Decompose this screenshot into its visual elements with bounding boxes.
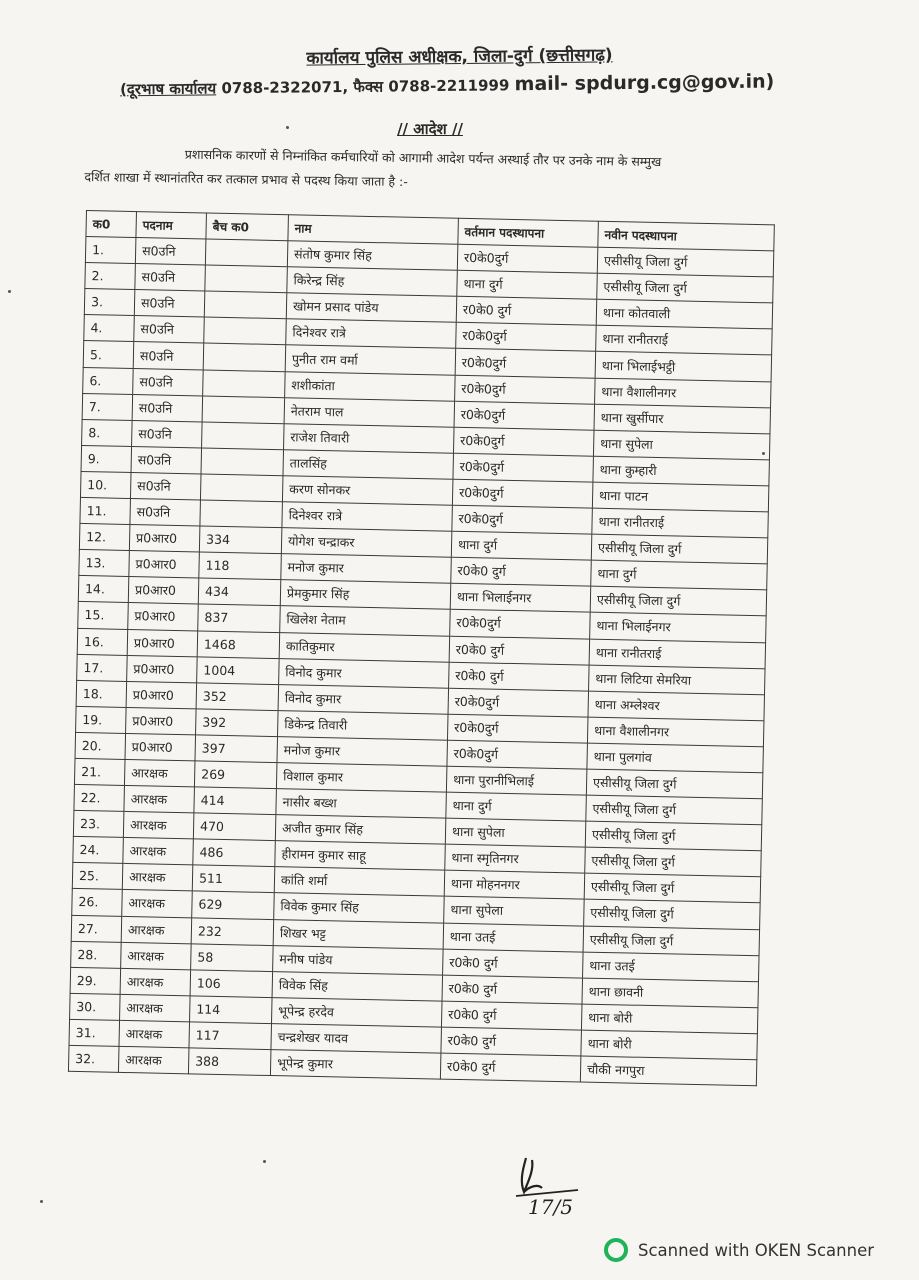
cell-batch: 434 bbox=[198, 578, 281, 606]
cell-current-posting: र0के0दुर्ग bbox=[453, 453, 594, 482]
cell-name: संतोष कुमार सिंह bbox=[287, 241, 458, 271]
cell-designation: स0उनि bbox=[130, 472, 201, 500]
cell-batch: 269 bbox=[194, 761, 277, 789]
cell-designation: आरक्षक bbox=[119, 1020, 190, 1048]
cell-designation: प्र0आर0 bbox=[126, 707, 197, 735]
cell-serial: 30. bbox=[70, 993, 121, 1020]
cell-designation: प्र0आर0 bbox=[129, 525, 200, 553]
cell-new-posting: एसीसीयू जिला दुर्ग bbox=[583, 926, 760, 956]
cell-serial: 7. bbox=[82, 393, 133, 420]
cell-batch: 511 bbox=[192, 865, 275, 893]
cell-serial: 11. bbox=[80, 497, 131, 524]
phone-label: (दूरभाष कार्यालय bbox=[119, 79, 217, 99]
paragraph-line-2: दर्शित शाखा में स्थानांतरित कर तत्काल प्रभाव से पदस्थ किया जाता है :- bbox=[84, 168, 408, 190]
cell-batch: 106 bbox=[190, 970, 273, 998]
cell-designation: स0उनि bbox=[132, 394, 203, 422]
speck bbox=[8, 290, 11, 293]
cell-batch: 117 bbox=[189, 1022, 272, 1050]
table-body bbox=[68, 237, 773, 1086]
speck bbox=[263, 1160, 266, 1163]
cell-new-posting: एसीसीयू जिला दुर्ग bbox=[591, 534, 768, 564]
cell-name: विवेक सिंह bbox=[272, 971, 443, 1001]
cell-designation: स0उनि bbox=[133, 342, 204, 370]
cell-serial: 23. bbox=[73, 811, 124, 838]
cell-new-posting: थाना भिलाईनगर bbox=[590, 613, 767, 643]
cell-batch: 114 bbox=[190, 996, 273, 1024]
cell-serial: 3. bbox=[84, 289, 135, 316]
cell-new-posting: थाना पुलगांव bbox=[587, 743, 764, 773]
cell-current-posting: र0के0 दुर्ग bbox=[441, 1027, 582, 1056]
cell-batch: 334 bbox=[199, 526, 282, 554]
cell-current-posting: र0के0 दुर्ग bbox=[440, 1053, 581, 1082]
cell-batch: 470 bbox=[193, 813, 276, 841]
cell-serial: 14. bbox=[78, 576, 129, 603]
cell-current-posting: थाना दुर्ग bbox=[446, 792, 587, 821]
cell-new-posting: एसीसीयू जिला दुर्ग bbox=[585, 847, 762, 877]
cell-batch: 397 bbox=[195, 735, 278, 763]
cell-designation: स0उनि bbox=[135, 264, 206, 292]
cell-serial: 10. bbox=[80, 471, 131, 498]
cell-current-posting: र0के0 दुर्ग bbox=[451, 557, 592, 586]
header-name: नाम bbox=[288, 215, 459, 245]
cell-name: शशीकांता bbox=[285, 371, 456, 401]
cell-name: खिलेश नेताम bbox=[280, 606, 451, 636]
cell-designation: प्र0आर0 bbox=[126, 681, 197, 709]
cell-batch: 629 bbox=[192, 891, 275, 919]
cell-batch bbox=[205, 265, 288, 293]
cell-designation: प्र0आर0 bbox=[127, 655, 198, 683]
cell-new-posting: थाना खुर्सीपार bbox=[594, 404, 771, 434]
cell-name: नासीर बख्श bbox=[276, 789, 447, 819]
cell-serial: 26. bbox=[72, 889, 123, 916]
cell-new-posting: थाना छावनी bbox=[582, 978, 759, 1008]
cell-serial: 6. bbox=[83, 367, 134, 394]
cell-current-posting: र0के0दुर्ग bbox=[454, 401, 595, 430]
cell-new-posting: थाना रानीतराई bbox=[589, 639, 766, 669]
cell-current-posting: थाना सुपेला bbox=[444, 897, 585, 926]
cell-batch bbox=[204, 317, 287, 345]
cell-current-posting: र0के0दुर्ग bbox=[450, 610, 591, 639]
cell-new-posting: थाना रानीतराई bbox=[596, 326, 773, 356]
cell-serial: 28. bbox=[71, 941, 122, 968]
cell-serial: 19. bbox=[76, 706, 127, 733]
cell-name: मनीष पांडेय bbox=[273, 945, 444, 975]
cell-serial: 4. bbox=[84, 315, 135, 342]
cell-batch: 392 bbox=[196, 709, 279, 737]
cell-batch: 486 bbox=[193, 839, 276, 867]
cell-batch: 837 bbox=[198, 604, 281, 632]
cell-name: तालसिंह bbox=[283, 450, 454, 480]
cell-current-posting: र0के0दुर्ग bbox=[452, 479, 593, 508]
cell-current-posting: थाना भिलाईनगर bbox=[450, 584, 591, 613]
cell-name: खोमन प्रसाद पांडेय bbox=[286, 293, 457, 323]
cell-current-posting: र0के0दुर्ग bbox=[448, 688, 589, 717]
cell-name: भूपेन्द्र हरदेव bbox=[272, 997, 443, 1027]
speck bbox=[762, 452, 765, 455]
contact-line bbox=[119, 70, 775, 100]
cell-batch: 58 bbox=[191, 943, 274, 971]
cell-designation: प्र0आर0 bbox=[125, 733, 196, 761]
cell-name: शिखर भट्ट bbox=[273, 919, 444, 949]
cell-name: किरेन्द्र सिंह bbox=[287, 267, 458, 297]
cell-new-posting: एसीसीयू जिला दुर्ग bbox=[597, 273, 774, 303]
cell-current-posting: र0के0दुर्ग bbox=[453, 427, 594, 456]
cell-current-posting: र0के0 दुर्ग bbox=[442, 975, 583, 1004]
cell-batch: 414 bbox=[194, 787, 277, 815]
cell-batch: 1004 bbox=[197, 657, 280, 685]
cell-name: दिनेश्वर रात्रे bbox=[286, 319, 457, 349]
office-heading: कार्यालय पुलिस अधीक्षक, जिला-दुर्ग (छत्तीसगढ़) bbox=[306, 45, 613, 69]
cell-name: मनोज कुमार bbox=[277, 737, 448, 767]
cell-serial: 5. bbox=[83, 341, 134, 368]
cell-name: प्रेमकुमार सिंह bbox=[280, 580, 451, 610]
cell-batch: 352 bbox=[196, 683, 279, 711]
cell-current-posting: र0के0दुर्ग bbox=[456, 323, 597, 352]
cell-new-posting: थाना बोरी bbox=[581, 1004, 758, 1034]
cell-current-posting: र0के0दुर्ग bbox=[447, 714, 588, 743]
cell-designation: आरक्षक bbox=[120, 968, 191, 996]
cell-designation: स0उनि bbox=[135, 238, 206, 266]
cell-name: चन्द्रशेखर यादव bbox=[271, 1023, 442, 1053]
scanner-logo-icon bbox=[604, 1238, 628, 1262]
phone-fax: 0788-2322071, फैक्स 0788-2211999 bbox=[221, 76, 510, 98]
cell-designation: प्र0आर0 bbox=[128, 577, 199, 605]
cell-new-posting: थाना लिटिया सेमरिया bbox=[589, 665, 766, 695]
cell-serial: 18. bbox=[76, 680, 127, 707]
cell-current-posting: थाना मोहननगर bbox=[444, 871, 585, 900]
cell-new-posting: एसीसीयू जिला दुर्ग bbox=[586, 795, 763, 825]
cell-serial: 32. bbox=[68, 1045, 119, 1072]
cell-batch: 388 bbox=[188, 1048, 271, 1076]
cell-designation: आरक्षक bbox=[123, 812, 194, 840]
cell-new-posting: थाना कोतवाली bbox=[596, 299, 773, 329]
cell-new-posting: एसीसीयू जिला दुर्ग bbox=[597, 247, 774, 277]
cell-batch bbox=[203, 343, 286, 371]
cell-batch bbox=[201, 448, 284, 476]
header-serial: क0 bbox=[86, 211, 137, 238]
cell-name: विवेक कुमार सिंह bbox=[274, 893, 445, 923]
cell-designation: स0उनि bbox=[130, 499, 201, 527]
cell-serial: 17. bbox=[77, 654, 128, 681]
cell-current-posting: र0के0दुर्ग bbox=[457, 244, 598, 273]
cell-serial: 1. bbox=[85, 237, 136, 264]
cell-designation: आरक्षक bbox=[123, 838, 194, 866]
header-current-posting: वर्तमान पदस्थापना bbox=[458, 218, 599, 247]
cell-name: दिनेश्वर रात्रे bbox=[282, 502, 453, 532]
cell-new-posting: एसीसीयू जिला दुर्ग bbox=[590, 586, 767, 616]
cell-designation: प्र0आर0 bbox=[127, 629, 198, 657]
cell-serial: 20. bbox=[75, 732, 126, 759]
scanner-watermark bbox=[604, 1236, 874, 1264]
cell-batch: 1468 bbox=[197, 630, 280, 658]
cell-name: डिकेन्द्र तिवारी bbox=[278, 710, 449, 740]
cell-designation: प्र0आर0 bbox=[128, 603, 199, 631]
cell-serial: 13. bbox=[79, 550, 130, 577]
cell-batch: 118 bbox=[199, 552, 282, 580]
cell-current-posting: र0के0दुर्ग bbox=[455, 375, 596, 404]
cell-name: करण सोनकर bbox=[282, 476, 453, 506]
cell-name: अजीत कुमार सिंह bbox=[275, 815, 446, 845]
cell-new-posting: एसीसीयू जिला दुर्ग bbox=[585, 821, 762, 851]
mail-address: mail- spdurg.cg@gov.in) bbox=[514, 70, 775, 96]
cell-name: भूपेन्द्र कुमार bbox=[270, 1050, 441, 1080]
cell-serial: 22. bbox=[74, 784, 125, 811]
cell-name: पुनीत राम वर्मा bbox=[285, 345, 456, 375]
cell-new-posting: एसीसीयू जिला दुर्ग bbox=[584, 900, 761, 930]
cell-current-posting: र0के0दुर्ग bbox=[452, 505, 593, 534]
cell-designation: आरक्षक bbox=[122, 890, 193, 918]
cell-current-posting: थाना सुपेला bbox=[445, 818, 586, 847]
order-title: // आदेश // bbox=[397, 120, 463, 138]
cell-name: विशाल कुमार bbox=[276, 763, 447, 793]
cell-new-posting: थाना दुर्ग bbox=[591, 560, 768, 590]
cell-new-posting: थाना वैशालीनगर bbox=[595, 378, 772, 408]
cell-batch bbox=[202, 396, 285, 424]
cell-serial: 2. bbox=[85, 263, 136, 290]
cell-serial: 9. bbox=[81, 445, 132, 472]
cell-new-posting: थाना अम्लेश्वर bbox=[588, 691, 765, 721]
cell-batch bbox=[204, 291, 287, 319]
cell-designation: प्र0आर0 bbox=[129, 551, 200, 579]
cell-batch bbox=[205, 239, 288, 267]
cell-current-posting: र0के0 दुर्ग bbox=[449, 662, 590, 691]
cell-current-posting: थाना दुर्ग bbox=[457, 270, 598, 299]
cell-serial: 31. bbox=[69, 1019, 120, 1046]
signature-date: 17/5 bbox=[528, 1195, 573, 1218]
cell-designation: स0उनि bbox=[133, 368, 204, 396]
cell-current-posting: थाना उतई bbox=[443, 923, 584, 952]
cell-new-posting: एसीसीयू जिला दुर्ग bbox=[584, 873, 761, 903]
header-new-posting: नवीन पदस्थापना bbox=[598, 221, 775, 251]
cell-current-posting: र0के0दुर्ग bbox=[455, 349, 596, 378]
cell-designation: आरक्षक bbox=[121, 916, 192, 944]
cell-serial: 25. bbox=[72, 863, 123, 890]
cell-designation: आरक्षक bbox=[124, 785, 195, 813]
paragraph-line-1: प्रशासनिक कारणों से निम्नांकित कर्मचारियों को आगामी आदेश पर्यन्त अस्थाई तौर पर उनके नाम के सम्मुख bbox=[184, 146, 662, 170]
cell-new-posting: थाना भिलाईभट्ठी bbox=[595, 352, 772, 382]
speck bbox=[40, 1200, 43, 1203]
cell-new-posting: थाना पाटन bbox=[592, 482, 769, 512]
cell-new-posting: थाना कुम्हारी bbox=[593, 456, 770, 486]
cell-serial: 12. bbox=[79, 524, 130, 551]
cell-batch bbox=[200, 474, 283, 502]
cell-new-posting: थाना बोरी bbox=[581, 1030, 758, 1060]
header-batch: बैच क0 bbox=[206, 213, 289, 241]
cell-name: नेतराम पाल bbox=[284, 397, 455, 427]
cell-designation: स0उनि bbox=[134, 316, 205, 344]
cell-name: मनोज कुमार bbox=[281, 554, 452, 584]
cell-serial: 21. bbox=[74, 758, 125, 785]
cell-current-posting: र0के0 दुर्ग bbox=[449, 636, 590, 665]
cell-serial: 29. bbox=[70, 967, 121, 994]
cell-current-posting: र0के0दुर्ग bbox=[447, 740, 588, 769]
cell-new-posting: थाना सुपेला bbox=[593, 430, 770, 460]
cell-designation: स0उनि bbox=[134, 290, 205, 318]
cell-new-posting: थाना उतई bbox=[583, 952, 760, 982]
speck bbox=[286, 126, 289, 129]
cell-new-posting: थाना वैशालीनगर bbox=[587, 717, 764, 747]
cell-batch: 232 bbox=[191, 917, 274, 945]
transfer-table-wrapper bbox=[68, 210, 775, 1086]
cell-serial: 24. bbox=[73, 837, 124, 864]
cell-current-posting: थाना पुरानीभिलाई bbox=[446, 766, 587, 795]
cell-serial: 15. bbox=[78, 602, 129, 629]
cell-name: कातिकुमार bbox=[279, 632, 450, 662]
cell-designation: आरक्षक bbox=[120, 994, 191, 1022]
cell-new-posting: एसीसीयू जिला दुर्ग bbox=[586, 769, 763, 799]
cell-name: राजेश तिवारी bbox=[284, 423, 455, 453]
cell-designation: आरक्षक bbox=[121, 942, 192, 970]
cell-current-posting: थाना स्मृतिनगर bbox=[445, 844, 586, 873]
scanner-text: Scanned with OKEN Scanner bbox=[638, 1240, 875, 1260]
cell-current-posting: थाना दुर्ग bbox=[451, 531, 592, 560]
order-paragraph bbox=[84, 141, 800, 200]
cell-batch bbox=[200, 500, 283, 528]
cell-serial: 16. bbox=[77, 628, 128, 655]
cell-current-posting: र0के0 दुर्ग bbox=[441, 1001, 582, 1030]
cell-designation: स0उनि bbox=[132, 420, 203, 448]
signature-mark bbox=[508, 1152, 598, 1218]
header-designation: पदनाम bbox=[136, 212, 207, 240]
cell-name: विनोद कुमार bbox=[279, 658, 450, 688]
cell-name: विनोद कुमार bbox=[278, 684, 449, 714]
cell-name: हीरामन कुमार साहू bbox=[275, 841, 446, 871]
cell-serial: 8. bbox=[82, 419, 133, 446]
cell-current-posting: र0के0 दुर्ग bbox=[443, 949, 584, 978]
cell-name: कांति शर्मा bbox=[274, 867, 445, 897]
cell-new-posting: चौकी नगपुरा bbox=[580, 1056, 757, 1086]
transfer-table bbox=[68, 210, 775, 1086]
cell-batch bbox=[202, 422, 285, 450]
cell-designation: आरक्षक bbox=[118, 1046, 189, 1074]
cell-designation: आरक्षक bbox=[122, 864, 193, 892]
cell-name: योगेश चन्द्राकर bbox=[281, 528, 452, 558]
cell-batch bbox=[203, 370, 286, 398]
cell-designation: आरक्षक bbox=[124, 759, 195, 787]
cell-serial: 27. bbox=[71, 915, 122, 942]
cell-new-posting: थाना रानीतराई bbox=[592, 508, 769, 538]
cell-current-posting: र0के0 दुर्ग bbox=[456, 297, 597, 326]
cell-designation: स0उनि bbox=[131, 446, 202, 474]
